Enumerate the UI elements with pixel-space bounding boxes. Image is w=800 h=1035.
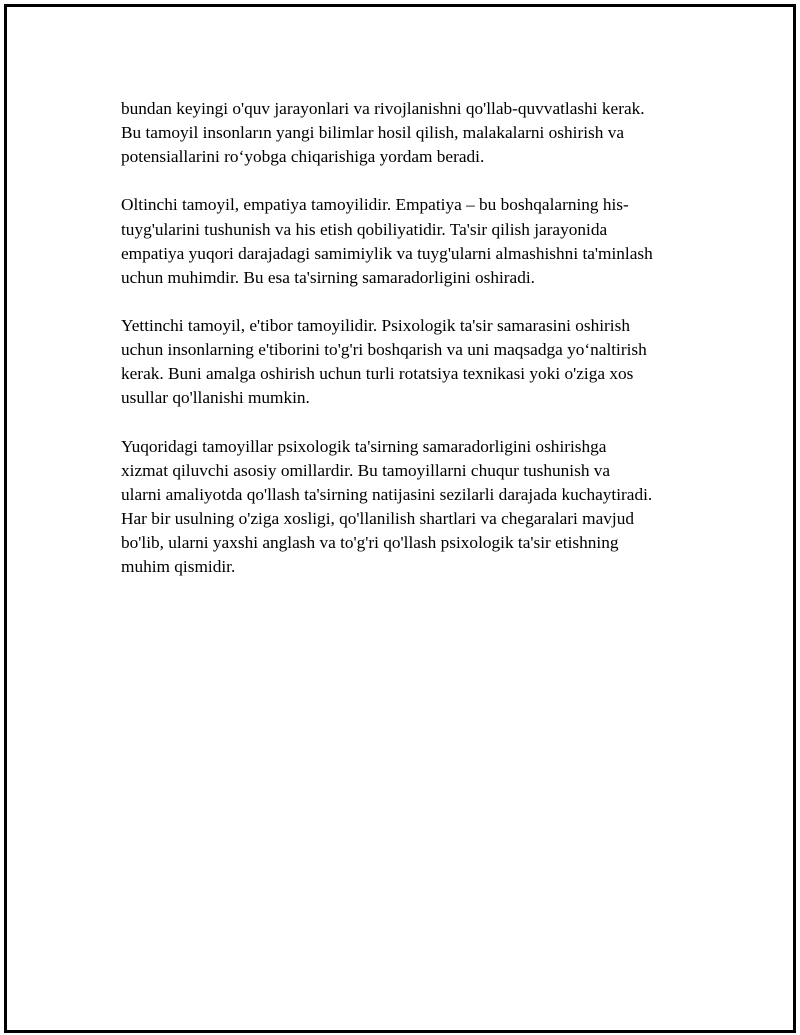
text-line: Yettinchi tamoyil, e'tibor tamoyilidir. Psixologik ta'sir samarasini oshirish: [121, 316, 630, 336]
text-line: uchun muhimdir. Bu esa ta'sirning samaradorligini oshiradi.: [121, 267, 535, 287]
paragraph-conclusion: [121, 435, 706, 580]
text-line: tuyg'ularini tushunish va his etish qobiliyatidir. Ta'sir qilish jarayonida: [121, 219, 608, 239]
text-line: bundan keyingi o'quv jarayonlari va rivojlanishni qo'llab-quvvatlashi kerak.: [121, 99, 645, 118]
text-line: Har bir usulning o'ziga xosligi, qo'llanilish shartlari va chegaralari mavjud: [121, 508, 635, 528]
text-line: Oltinchi tamoyil, empatiya tamoyilidir. Empatiya – bu boshqalarning his-: [121, 195, 629, 215]
text-line: uchun insonlarning e'tiborini to'g'ri boshqarish va uni maqsadga yo‘naltirish: [121, 340, 647, 360]
text-line: xizmat qiluvchi asosiy omillardir. Bu tamoyillarni chuqur tushunish va: [121, 460, 611, 480]
text-line: bo'lib, ularni yaxshi anglash va to'g'ri qo'llash psixologik ta'sir etishning: [121, 532, 619, 552]
text-line: kerak. Buni amalga oshirish uchun turli rotatsiya texnikasi yoki o'ziga xos: [121, 364, 634, 384]
text-line: muhim qismidir.: [121, 557, 236, 577]
text-line: potensiallarini ro‘yobga chiqarishiga yordam beradi.: [121, 147, 485, 167]
text-line: empatiya yuqori darajadagi samimiylik va tuyg'ularni almashishni ta'minlash: [121, 243, 653, 263]
text-line: Yuqoridagi tamoyillar psixologik ta'sirning samaradorligini oshirishga: [121, 436, 607, 456]
text-line: ularni amaliyotda qo'llash ta'sirning natijasini sezilarli darajada kuchaytiradi.: [121, 484, 653, 504]
page-frame: [4, 4, 796, 1033]
text-line: usullar qo'llanishi mumkin.: [121, 388, 310, 408]
paragraph-empathy-principle: [121, 193, 706, 289]
paragraph-attention-principle: [121, 314, 706, 410]
text-line: Bu tamoyil insonların yangi bilimlar hosil qilish, malakalarni oshirish va: [121, 123, 625, 143]
paragraph-continuation: [121, 97, 706, 169]
document-body: [121, 97, 706, 603]
